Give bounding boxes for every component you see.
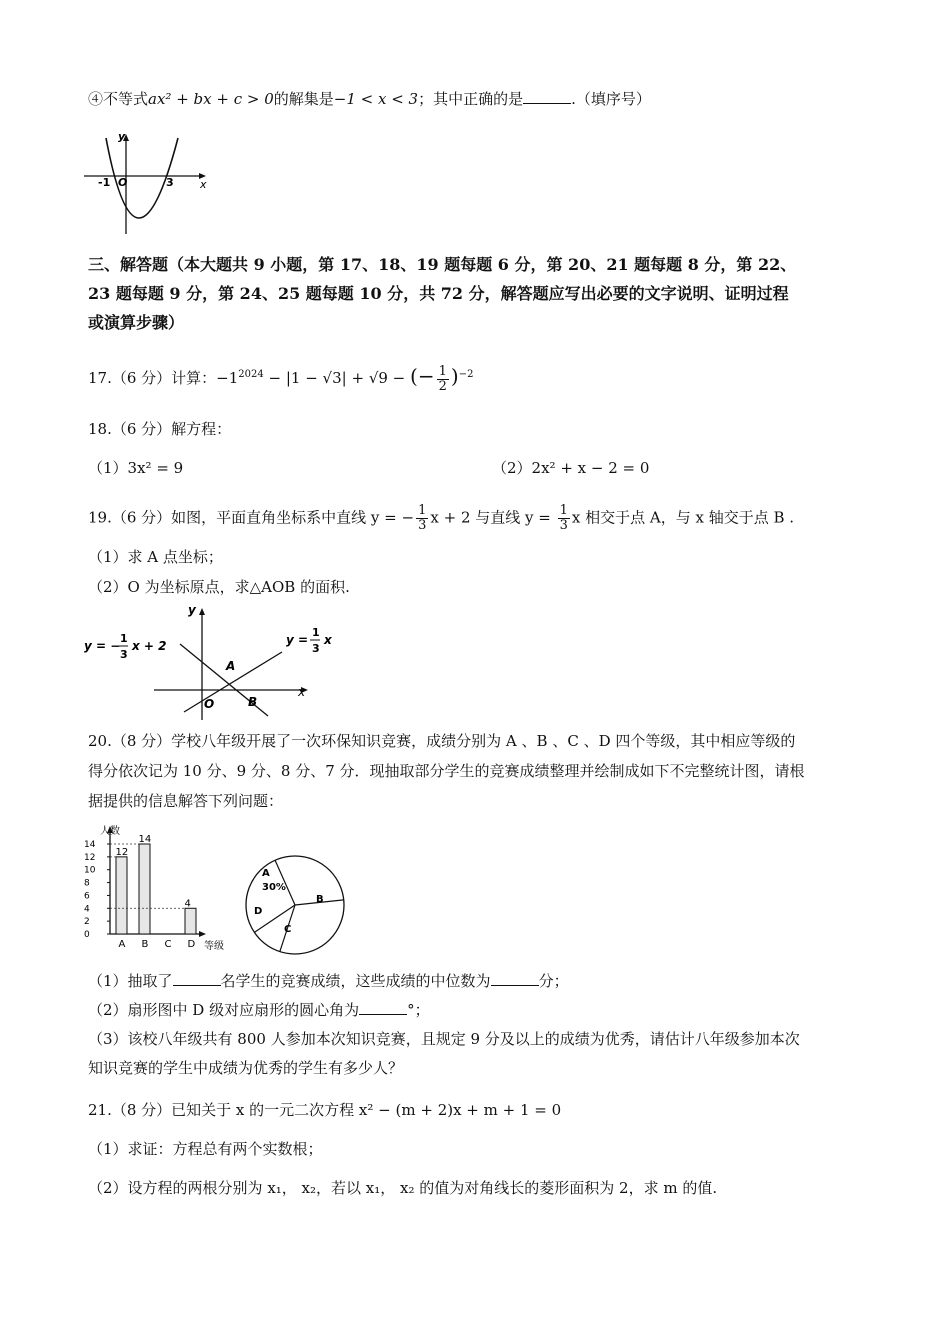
right-eq-b: x: [324, 633, 332, 647]
bar-ytick-label: 2: [84, 917, 90, 928]
question-19: 19.（6 分）如图，平面直角坐标系中直线 y = − $\frac{1}{3}$ x + 2 与直线 y = $\frac{1}{3}$ x 相交于点 A，与 x 轴交于点 B .: [88, 503, 795, 533]
bar-ytick-label: 14: [84, 840, 96, 850]
count-blank[interactable]: [173, 971, 221, 986]
question-18-part-1: （1）3x² = 9: [88, 459, 184, 477]
pie-slice-label: A: [262, 868, 270, 879]
y-label: y: [118, 130, 126, 143]
bar-ytick-label: 12: [84, 852, 96, 863]
question-19-part-2: （2）O 为坐标原点，求△AOB 的面积.: [88, 578, 350, 596]
bar-category-label: B: [141, 939, 149, 950]
question-19-part-1: （1）求 A 点坐标；: [88, 548, 223, 566]
bar-x-arrow: [199, 931, 206, 937]
bar-ylabel: 人数: [100, 826, 120, 837]
point-a-label: A: [226, 659, 236, 673]
right-eq-a: y =: [286, 633, 309, 647]
question-21-part-1: （1）求证：方程总有两个实数根；: [88, 1140, 323, 1158]
bar: [139, 844, 150, 934]
bar-chart: [78, 822, 238, 956]
x-label: x: [200, 178, 207, 191]
bar-data-label: 12: [115, 846, 129, 858]
origin-label: O: [118, 176, 128, 189]
x-label: x: [298, 685, 306, 699]
bar-ytick-label: 10: [84, 865, 96, 876]
question-21: 21.（8 分）已知关于 x 的一元二次方程 x² − (m + 2)x + m + 1 = 0: [88, 1101, 562, 1119]
item-4: ④不等式ax² + bx + c > 0的解集是−1 < x < 3；其中正确的是 .（填序号）: [88, 90, 651, 108]
bar-category-label: A: [118, 939, 126, 950]
angle-blank[interactable]: [359, 1000, 407, 1015]
three-label: 3: [166, 176, 174, 189]
question-20-part-1: （1）抽取了 名学生的竞赛成绩，这些成绩的中位数为 分；: [88, 972, 569, 990]
pie-slice-label: B: [316, 894, 324, 905]
question-20-line-1: 20.（8 分）学校八年级开展了一次环保知识竞赛，成绩分别为 A 、B 、C 、D 四个等级，其中相应等级的: [88, 732, 796, 750]
right-eq-num: 1: [312, 626, 320, 639]
bar-ytick-label: 0: [84, 930, 90, 940]
bar-category-label: C: [164, 939, 172, 950]
lines-figure: [82, 600, 342, 722]
y-axis-arrow: [199, 608, 205, 615]
bar-ytick-label: 4: [84, 904, 90, 915]
bar: [116, 857, 127, 934]
bar-ytick-label: 6: [84, 891, 90, 902]
origin-label: O: [204, 697, 215, 711]
bar-data-label: 14: [138, 834, 152, 845]
question-21-part-2: （2）设方程的两根分别为 x₁， x₂，若以 x₁， x₂ 的值为对角线长的菱形面积为 2，求 m 的值.: [88, 1179, 718, 1197]
left-eq-b: x + 2: [132, 639, 167, 653]
y-label: y: [188, 603, 196, 617]
left-eq-den: 3: [120, 648, 128, 661]
bar-category-label: D: [187, 939, 196, 950]
neg1-label: -1: [98, 176, 111, 189]
answer-blank[interactable]: [523, 89, 571, 104]
pie-slice-label: D: [254, 906, 263, 917]
section-3-line-3: 或演算步骤）: [88, 313, 185, 332]
bar-data-label: 4: [184, 898, 191, 910]
question-20-part-3-line-1: （3）该校八年级共有 800 人参加本次知识竞赛，且规定 9 分及以上的成绩为优秀，请估计八年级参加本次: [88, 1030, 800, 1048]
bar: [185, 908, 196, 934]
bar-xlabel: 等级: [204, 941, 224, 952]
pie-annotation: 30%: [262, 882, 286, 893]
question-18: 18.（6 分）解方程：: [88, 420, 232, 438]
right-eq-den: 3: [312, 642, 320, 655]
bar-ytick-label: 8: [84, 878, 90, 889]
parabola-figure: [80, 128, 220, 238]
pie-slice-label: C: [284, 924, 292, 935]
median-blank[interactable]: [491, 971, 539, 986]
pie-chart: [240, 850, 350, 960]
left-eq-a: y = −: [84, 639, 121, 653]
question-18-part-2: （2）2x² + x − 2 = 0: [492, 459, 650, 477]
question-20-line-3: 据提供的信息解答下列问题：: [88, 792, 284, 810]
point-b-label: B: [248, 695, 258, 709]
question-20-part-2: （2）扇形图中 D 级对应扇形的圆心角为 °；: [88, 1001, 430, 1019]
question-20-line-2: 得分依次记为 10 分、9 分、8 分、7 分．现抽取部分学生的竞赛成绩整理并绘制成如下不完整统计图，请根: [88, 762, 805, 780]
section-3-line-2: 23 题每题 9 分，第 24、25 题每题 10 分，共 72 分，解答题应写出必要的文字说明、证明过程: [88, 284, 789, 303]
left-eq-num: 1: [120, 632, 128, 645]
question-20-part-3-line-2: 知识竞赛的学生中成绩为优秀的学生有多少人？: [88, 1059, 404, 1077]
section-3-line-1: 三、解答题（本大题共 9 小题，第 17、18、19 题每题 6 分，第 20、21 题每题 8 分，第 22、: [88, 255, 797, 274]
question-17: 17.（6 分）计算：$-1^{2024} - |1 - √3| + √9$ − (− $\frac{1}{2}$ )$^{-2}$: [88, 363, 474, 394]
